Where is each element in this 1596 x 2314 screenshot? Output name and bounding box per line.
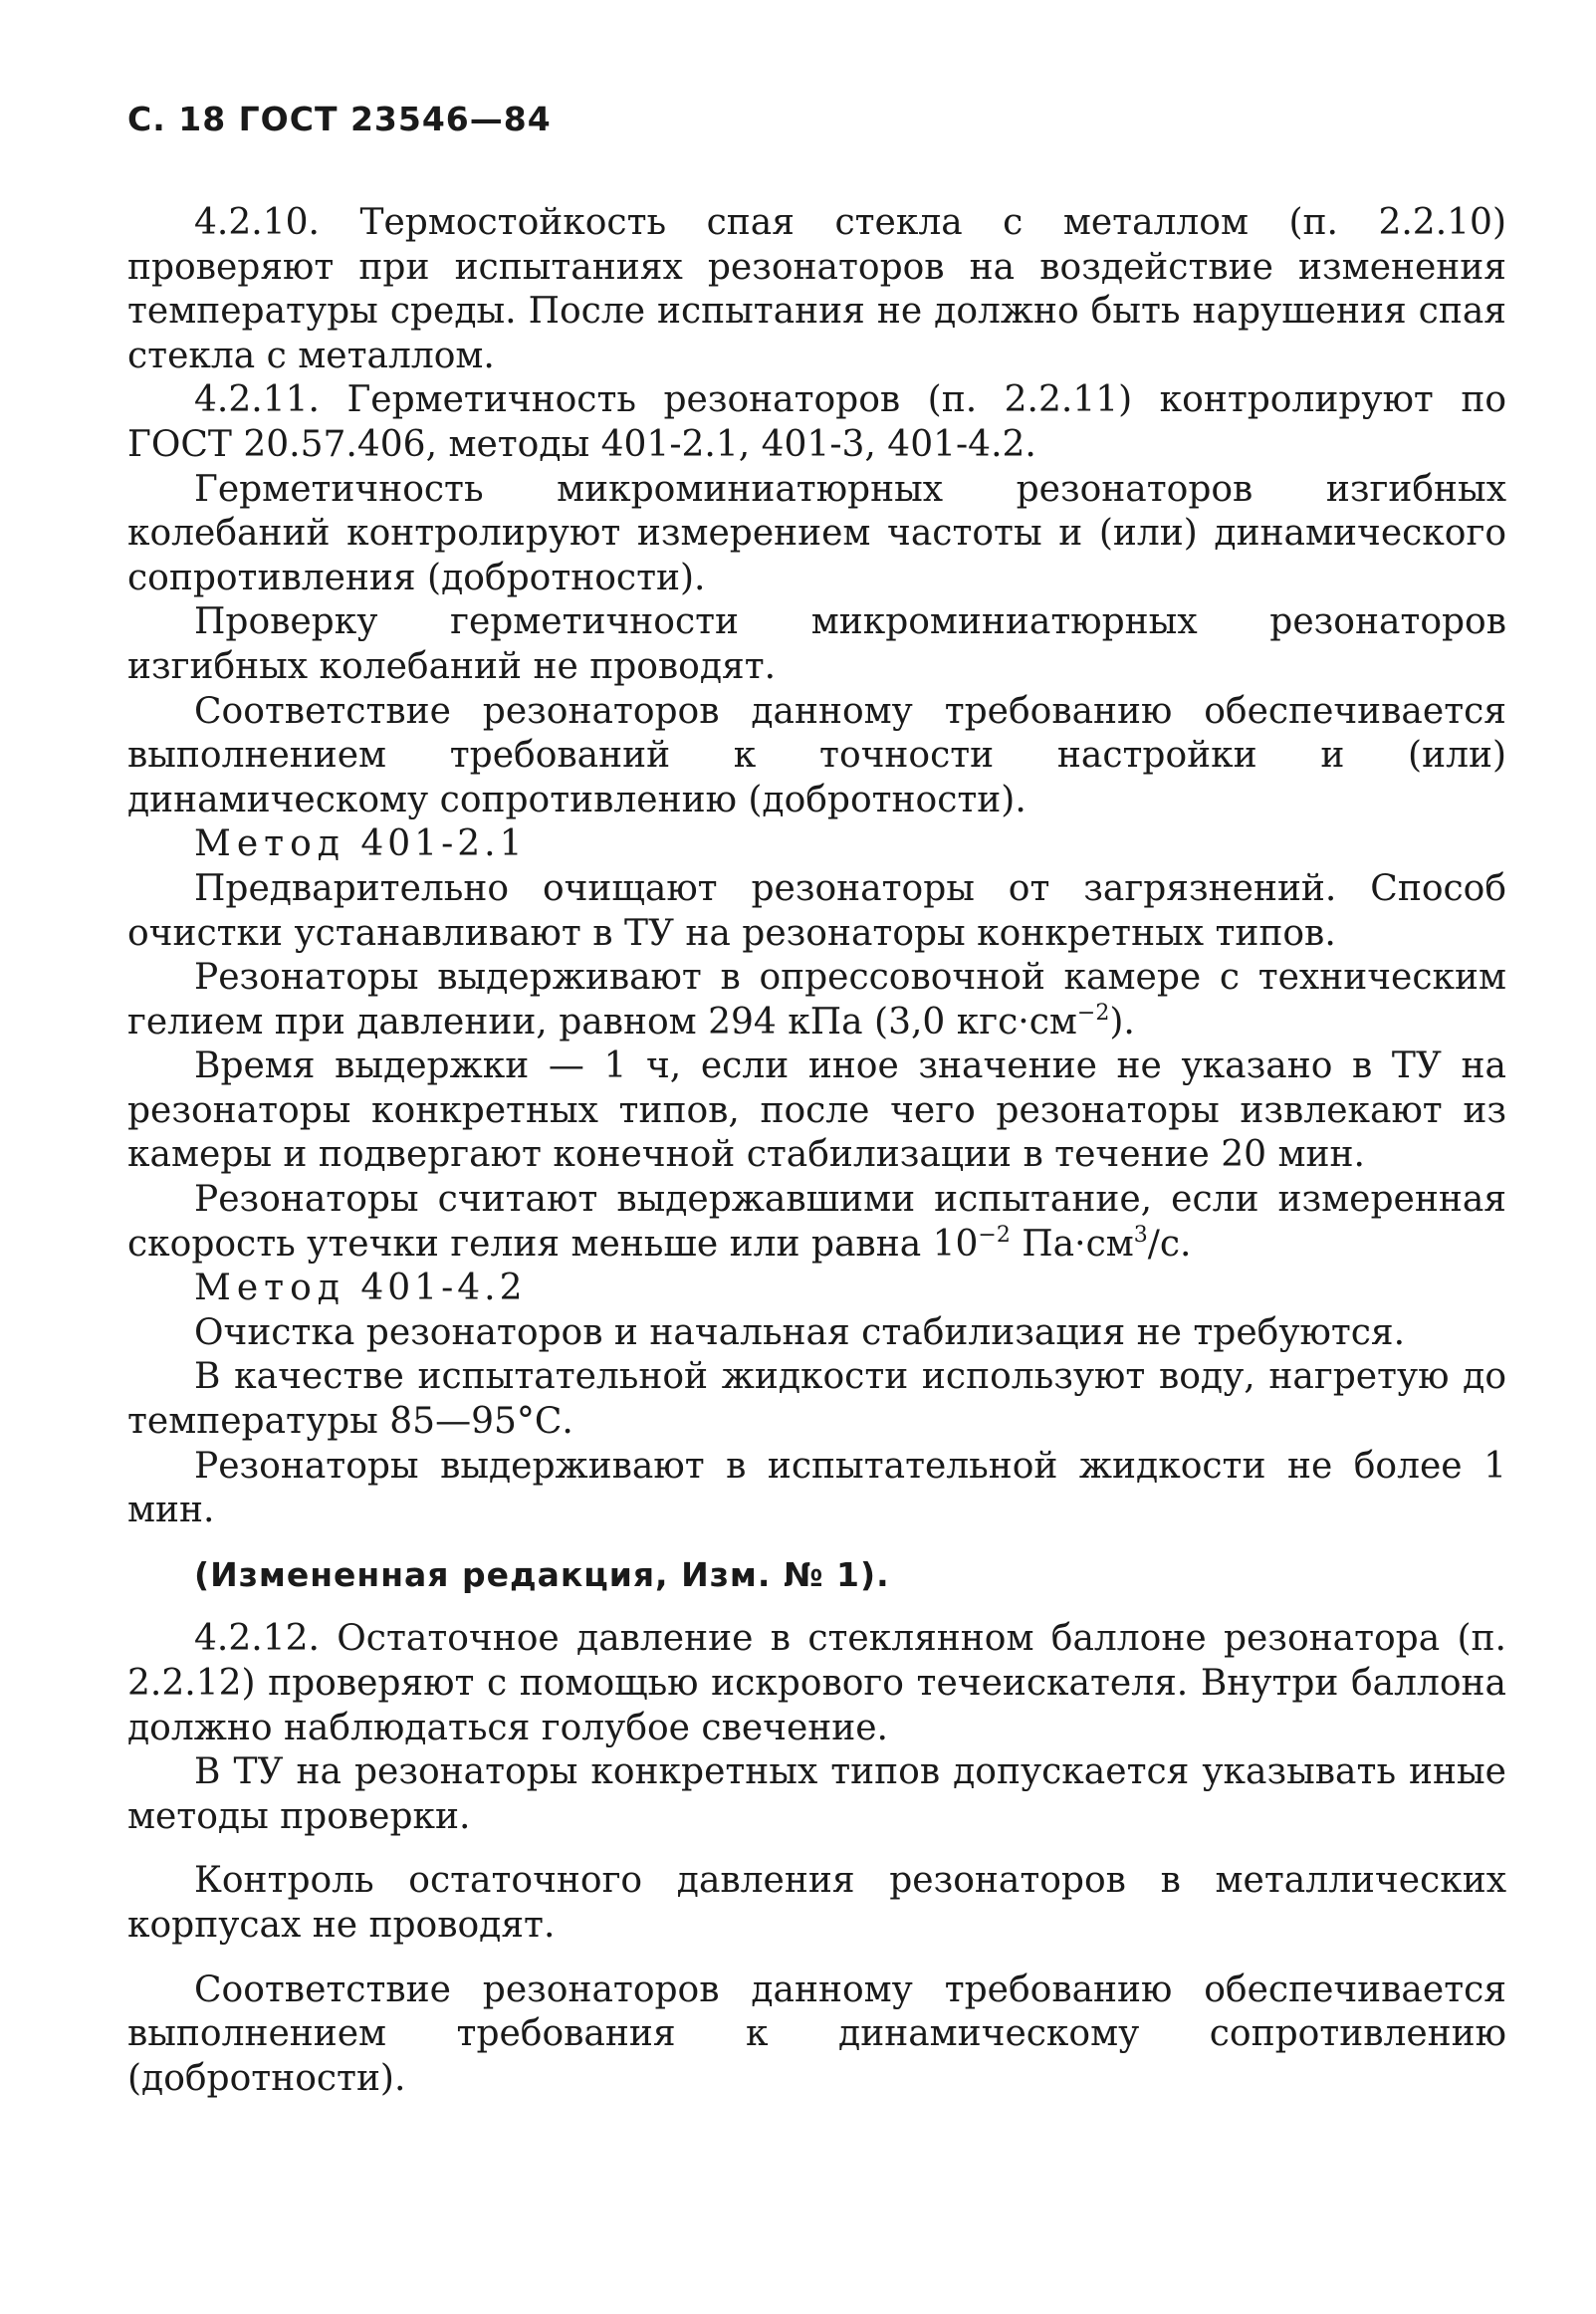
exponent: 3 — [1133, 1222, 1148, 1248]
paragraph-test-liquid: В качестве испытательной жидкости используют воду, нагретую до температуры 85—95°С. — [127, 1356, 1506, 1443]
paragraph-compliance-2: Соответствие резонаторов данному требованию обеспечивается выполнением требования к динамическому сопротивлению (добротности). — [127, 1968, 1506, 2099]
paragraph-cleaning: Предварительно очищают резонаторы от загрязнений. Способ очистки устанавливают в ТУ на резонаторы конкретных типов. — [127, 867, 1506, 954]
method-401-2-1-heading — [127, 822, 1506, 867]
method-401-4-2-heading — [127, 1267, 1506, 1311]
paragraph-no-cleaning: Очистка резонаторов и начальная стабилизация не требуются. — [194, 1311, 1406, 1353]
method-label: Метод — [194, 1268, 345, 1309]
paragraph-helium-chamber: Резонаторы выдерживают в опрессовочной камере с техническим гелием при давлении, равном 294 кПа (3,0 $кгс\cdot см^{-2}$). — [127, 957, 1506, 1042]
paragraph-4-2-10: 4.2.10. Термостойкость спая стекла с металлом (п. 2.2.10) проверяют при испытаниях резонаторов на воздействие изменения температуры среды. После испытания не должно быть нарушения спая стекла с металлом. — [127, 202, 1506, 376]
exponent: −2 — [978, 1222, 1011, 1248]
method-number: 401-2.1 — [360, 823, 527, 865]
paragraph-other-methods: В ТУ на резонаторы конкретных типов допускается указывать иные методы проверки. — [127, 1751, 1506, 1837]
exponent: −2 — [1076, 1000, 1110, 1026]
paragraph-metal-housings: Контроль остаточного давления резонаторов в металлических корпусах не проводят. — [127, 1860, 1506, 1946]
amendment-note: (Измененная редакция, Изм. № 1). — [194, 1554, 890, 1594]
paragraph-4-2-11: 4.2.11. Герметичность резонаторов (п. 2.2.11) контролируют по ГОСТ 20.57.406, методы 401-2.1, 401-3, 401-4.2. — [127, 379, 1506, 465]
paragraph-4-2-12: 4.2.12. Остаточное давление в стеклянном баллоне резонатора (п. 2.2.12) проверяют с помощью искрового течеискателя. Внутри баллона должно наблюдаться голубое свечение. — [127, 1618, 1506, 1748]
document-body — [127, 201, 1506, 2101]
paragraph-microminiature-check: Герметичность микроминиатюрных резонаторов изгибных колебаний контролируют измерением частоты и (или) динамического сопротивления (добротности). — [127, 468, 1506, 598]
paragraph-liquid-exposure: Резонаторы выдерживают в испытательной жидкости не более 1 мин. — [127, 1445, 1506, 1531]
paragraph-leak-rate: Резонаторы считают выдержавшими испытание, если измеренная скорость утечки гелия меньше или равна $10^{-2}$ $Па\cdot см^3/с$. — [127, 1179, 1506, 1265]
method-label: Метод — [194, 823, 345, 865]
paragraph-no-check: Проверку герметичности микроминиатюрных резонаторов изгибных колебаний не проводят. — [127, 601, 1506, 687]
paragraph-exposure-time: Время выдержки — 1 ч, если иное значение не указано в ТУ на резонаторы конкретных типов, после чего резонаторы извлекают из камеры и подвергают конечной стабилизации в течение 20 мин. — [127, 1045, 1506, 1176]
method-number: 401-4.2 — [360, 1268, 527, 1309]
paragraph-compliance-1: Соответствие резонаторов данному требованию обеспечивается выполнением требований к точности настройки и (или) динамическому сопротивлению (добротности). — [127, 690, 1506, 820]
page-header: С. 18 ГОСТ 23546—84 — [127, 100, 552, 138]
